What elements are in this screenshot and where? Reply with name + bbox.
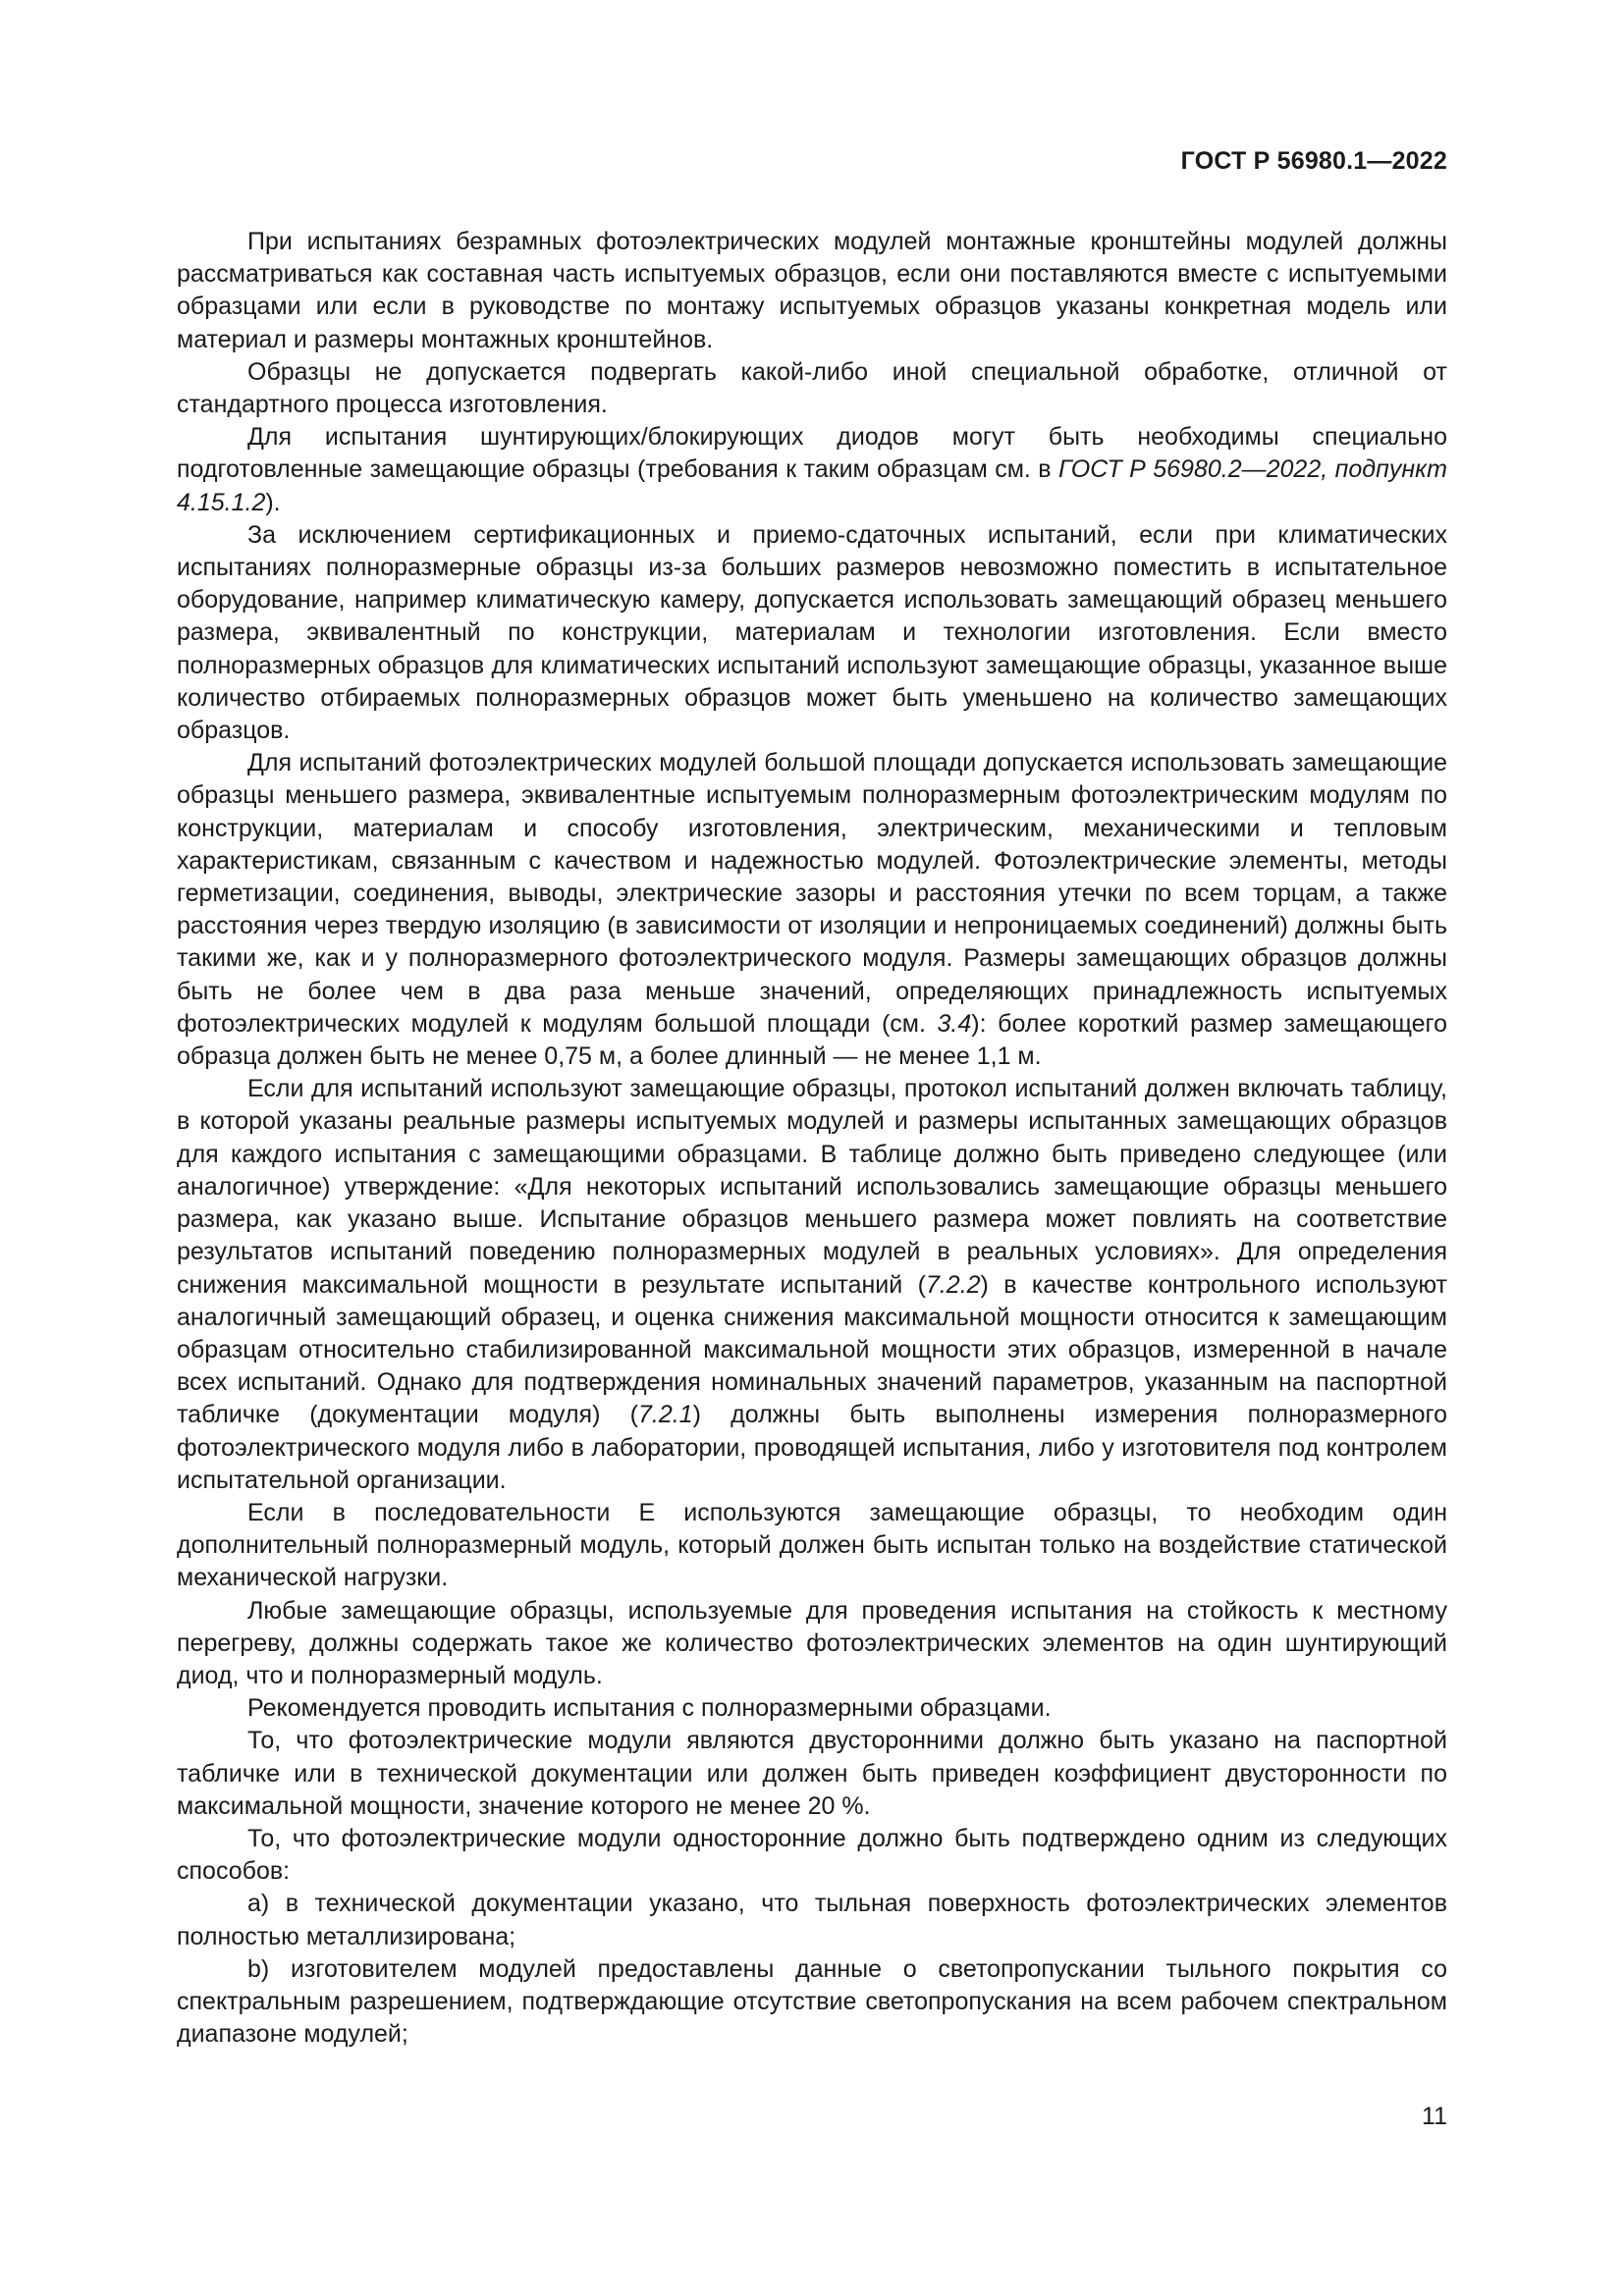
paragraph-frameless-modules: При испытаниях безрамных фотоэлектрических модулей монтажные кронштейны модулей должны рассматриваться как составная часть испытуемых образцов, если они поставляются вместе с испытуемыми образцами или если в руководстве по монтажу испытуемых образцов указаны конкретная модель или материал и размеры монтажных кронштейнов. [177,228,1447,353]
paragraph-bypass-diodes [177,421,1447,519]
cross-reference: 3.4 [937,1009,972,1038]
paragraph-climatic-tests: За исключением сертификационных и приемо-сдаточных испытаний, если при климатических испытаниях полноразмерные образцы из-за больших размеров невозможно поместить в испытательное оборудование, например климатическую камеру, допускается использовать замещающий образец меньшего размера, эквивалентный по конструкции, материалам и технологии изготовления. Если вместо полноразмерных образцов для климатических испытаний используют замещающие образцы, указанное выше количество отбираемых полноразмерных образцов может быть уменьшено на количество замещающих образцов. [177,520,1447,745]
list-item-a: а) в технической документации указано, что тыльная поверхность фотоэлектрических элементов полностью металлизирована; [177,1890,1447,1950]
paragraph-text: ) должны быть выполнены измерения полноразмерного фотоэлектрического модуля либо в лаборатории, проводящей испытания, либо у изготовителя под контролем испытательной организации. [177,1401,1447,1494]
document-body [177,226,1447,2051]
cross-reference: 7.2.1 [637,1401,693,1429]
paragraph-text: ): более короткий размер замещающего образца должен быть не менее 0,75 м, а более длинный — не менее 1,1 м. [177,1009,1447,1071]
cross-reference: 7.2.2 [925,1270,981,1299]
page-number: 11 [1422,2103,1447,2130]
paragraph-text: ). [265,488,281,516]
paragraph-monofacial: То, что фотоэлектрические модули односторонние должно быть подтверждено одним из следующих способов: [177,1824,1447,1886]
list-item-b: b) изготовителем модулей предоставлены данные о светопропускании тыльного покрытия со спектральным разрешением, подтверждающие отсутствие светопропускания на всем рабочем спектральном диапазоне модулей; [177,1954,1447,2049]
cross-reference: ГОСТ Р 56980.2—2022, подпункт 4.15.1.2 [177,455,1447,516]
paragraph-test-report [177,1073,1447,1497]
paragraph-hot-spot: Любые замещающие образцы, используемые для проведения испытания на стойкость к местному перегреву, должны содержать такое же количество фотоэлектрических элементов на один шунтирующий диод, что и полноразмерный модуль. [177,1596,1447,1689]
paragraph-text: Для испытаний фотоэлектрических модулей большой площади допускается использовать замещающие образцы меньшего размера, эквивалентные испытуемым полноразмерным фотоэлектрическим модулям по конструкции, материалам и способу изготовления, электрическим, механическими и тепловым характеристикам, связанным с качеством и надежностью модулей. Фотоэлектрические элементы, методы герметизации, соединения, выводы, электрические зазоры и расстояния утечки по всем торцам, а также расстояния через твердую изоляцию (в зависимости от изоляции и непроницаемых соединений) должны быть такими же, как и у полноразмерного фотоэлектрического модуля. Размеры замещающих образцов должны быть не более чем в два раза меньше значений, определяющих принадлежность испытуемых фотоэлектрических модулей к модулям большой площади (см. [177,749,1447,1038]
paragraph-recommendation: Рекомендуется проводить испытания с полноразмерными образцами. [247,1694,1052,1723]
paragraph-large-area-modules [177,747,1447,1073]
paragraph-sequence-e: Если в последовательности Е используются замещающие образцы, то необходим один дополнительный полноразмерный модуль, который должен быть испытан только на воздействие статической механической нагрузки. [177,1498,1447,1592]
paragraph-bifacial: То, что фотоэлектрические модули являются двусторонними должно быть указано на паспортной табличке или в технической документации или должен быть приведен коэффициент двусторонности по максимальной мощности, значение которого не менее 20 %. [177,1727,1447,1820]
paragraph-text: Для испытания шунтирующих/блокирующих диодов могут быть необходимы специально подготовленные замещающие образцы (требования к таким образцам см. в [177,423,1447,484]
paragraph-text: Если для испытаний используют замещающие образцы, протокол испытаний должен включать таблицу, в которой указаны реальные размеры испытуемых модулей и размеры испытанных замещающих образцов для каждого испытания с замещающими образцами. В таблице должно быть приведено следующее (или аналогичное) утверждение: «Для некоторых испытаний использовались замещающие образцы меньшего размера, как указано выше. Испытание образцов меньшего размера может повлиять на соответствие результатов испытаний поведению полноразмерных модулей в реальных условиях». Для определения снижения максимальной мощности в результате испытаний ( [177,1075,1447,1299]
paragraph-text: ) в качестве контрольного используют аналогичный замещающий образец, и оценка снижения максимальной мощности относится к замещающим образцам относительно стабилизированной максимальной мощности этих образцов, измеренной в начале всех испытаний. Однако для подтверждения номинальных значений параметров, указанным на паспортной табличке (документации модуля) ( [177,1270,1448,1429]
paragraph-no-special-treatment: Образцы не допускается подвергать какой-либо иной специальной обработке, отличной от стандартного процесса изготовления. [177,357,1447,419]
standard-designation: ГОСТ Р 56980.1—2022 [1180,147,1447,175]
